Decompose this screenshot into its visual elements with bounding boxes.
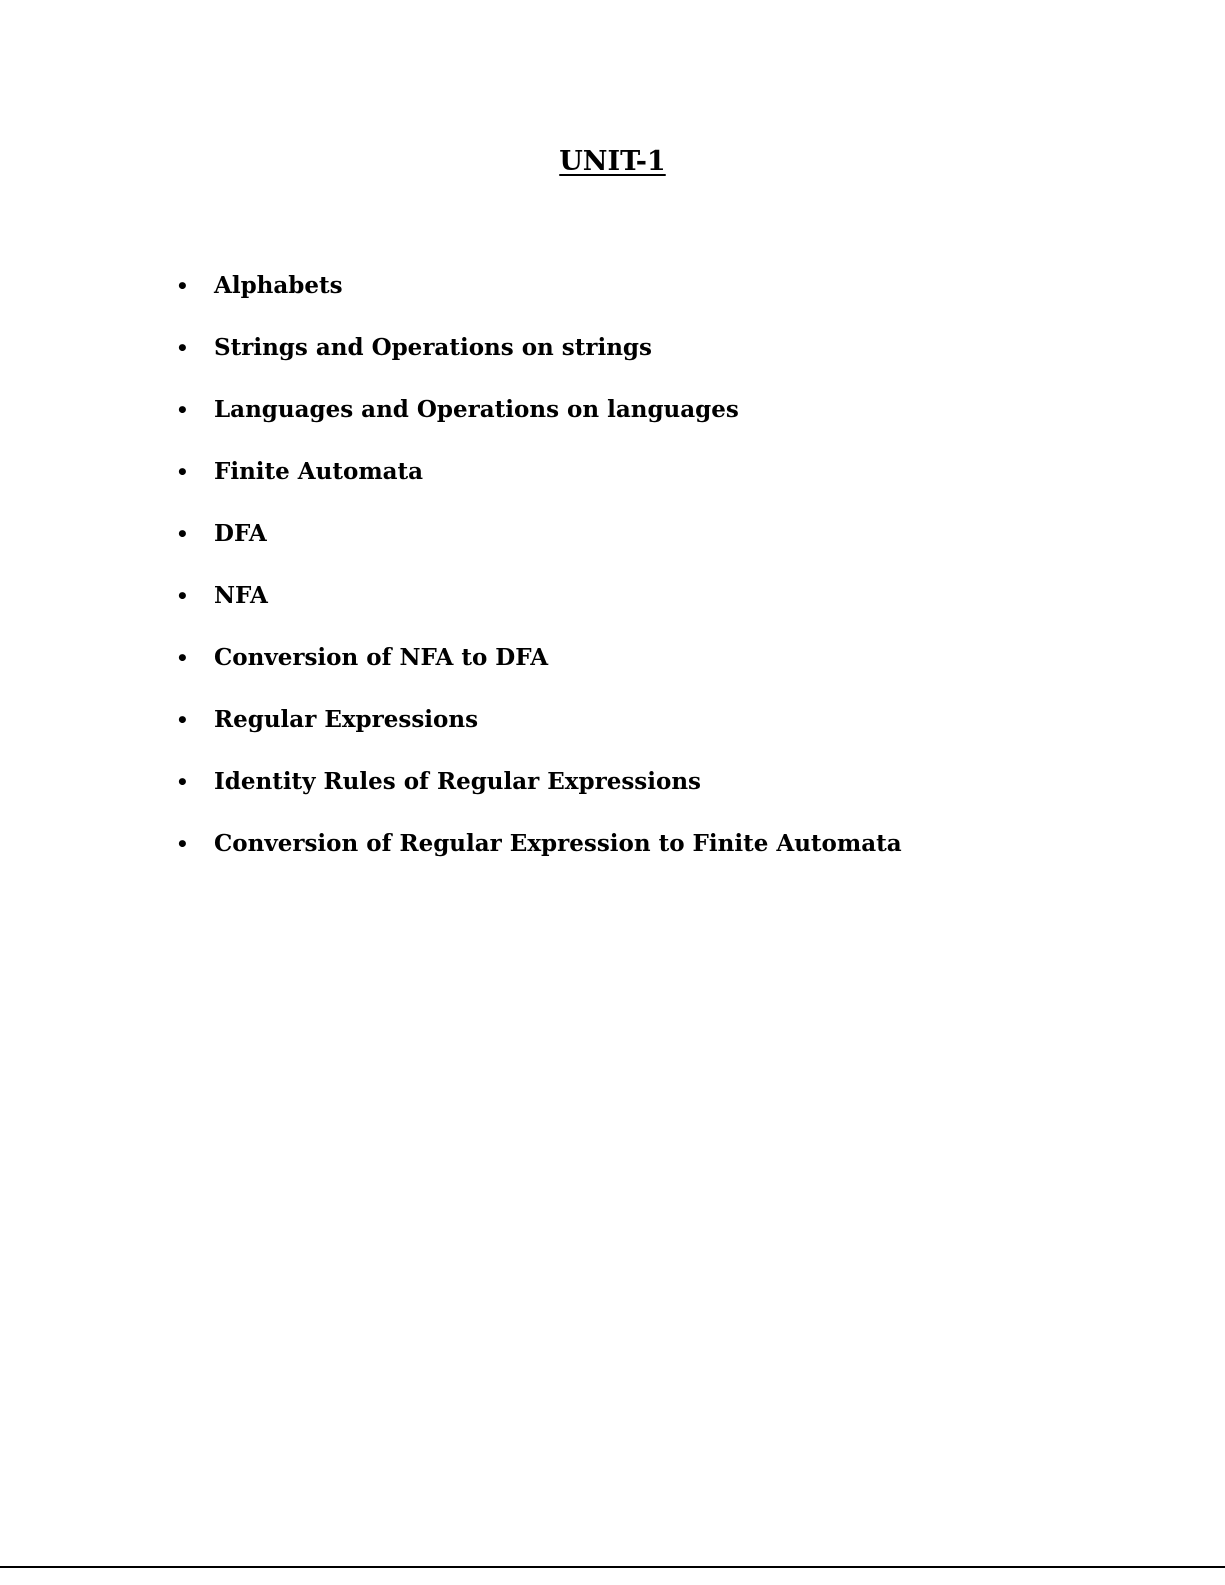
page-title (0, 142, 1225, 182)
bullet-icon: • (176, 584, 189, 608)
list-item (176, 452, 902, 514)
bullet-icon: • (176, 460, 189, 484)
topic-label: Alphabets (214, 272, 343, 299)
bullet-icon: • (176, 274, 189, 298)
topic-label: Finite Automata (214, 458, 424, 485)
topic-label: Conversion of NFA to DFA (214, 644, 549, 671)
list-item (176, 700, 902, 762)
bullet-icon: • (176, 708, 189, 732)
list-item (176, 328, 902, 390)
unit-title-text: UNIT-1 (559, 146, 666, 177)
list-item (176, 824, 902, 886)
list-item (176, 576, 902, 638)
topic-label: Conversion of Regular Expression to Finite Automata (214, 830, 902, 857)
bottom-divider (0, 1566, 1225, 1568)
bullet-icon: • (176, 336, 189, 360)
topic-label: Identity Rules of Regular Expressions (214, 768, 701, 795)
bullet-icon: • (176, 522, 189, 546)
topic-label: DFA (214, 520, 267, 547)
bullet-icon: • (176, 646, 189, 670)
topic-label: Languages and Operations on languages (214, 396, 739, 423)
list-item (176, 390, 902, 452)
topic-label: Regular Expressions (214, 706, 479, 733)
bullet-icon: • (176, 832, 189, 856)
list-item (176, 638, 902, 700)
list-item (176, 266, 902, 328)
bullet-icon: • (176, 770, 189, 794)
topic-list (176, 266, 902, 886)
topic-label: NFA (214, 582, 268, 609)
list-item (176, 762, 902, 824)
bullet-icon: • (176, 398, 189, 422)
topic-label: Strings and Operations on strings (214, 334, 652, 361)
list-item (176, 514, 902, 576)
